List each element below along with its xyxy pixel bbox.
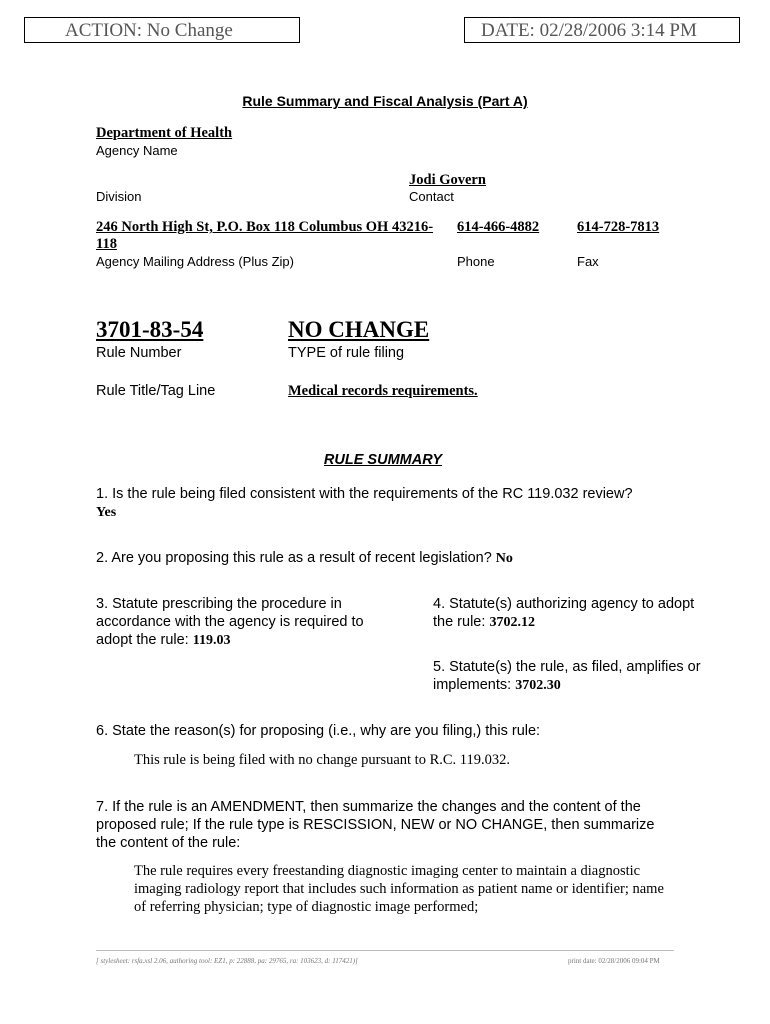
- question-6: 6. State the reason(s) for proposing (i.e., why are you filing,) this rule:: [96, 723, 541, 739]
- rule-title-value: Medical records requirements.: [288, 383, 478, 399]
- question-2-text: 2. Are you proposing this rule as a result of recent legislation?: [96, 550, 492, 566]
- page-title: Rule Summary and Fiscal Analysis (Part A): [242, 93, 528, 109]
- rule-type-label: TYPE of rule filing: [288, 345, 405, 361]
- answer-1: Yes: [96, 505, 117, 520]
- question-7: 7. If the rule is an AMENDMENT, then summarize the changes and the content of the proposed rule; If the rule type is RESCISSION, NEW or NO CHANGE, then summarize the content of the rule:: [96, 799, 655, 851]
- question-1-text: 1. Is the rule being filed consistent with the requirements of the RC 119.032 review?: [96, 486, 633, 502]
- question-3-text: 3. Statute prescribing the procedure in accordance with the agency is required to adopt the rule:: [96, 596, 364, 648]
- answer-2: No: [495, 551, 513, 566]
- address-value: 246 North High St, P.O. Box 118 Columbus OH 43216-118: [96, 219, 434, 252]
- rule-type-value: NO CHANGE: [288, 317, 430, 342]
- action-text: ACTION: No Change: [65, 20, 233, 41]
- agency-name-value: Department of Health: [96, 125, 233, 141]
- answer-3: 119.03: [192, 633, 231, 648]
- question-4-text: 4. Statute(s) authorizing agency to adopt the rule:: [433, 596, 695, 630]
- answer-7: The rule requires every freestanding diagnostic imaging center to maintain a diagnostic imaging radiology report that includes such information as patient name or identifier; name of referring physician; type of diagnostic image performed;: [134, 863, 664, 915]
- date-text: DATE: 02/28/2006 3:14 PM: [481, 20, 697, 41]
- question-5: [433, 658, 733, 695]
- action-box: [24, 17, 300, 43]
- agency-name-label: Agency Name: [96, 143, 178, 158]
- question-4: [433, 595, 703, 632]
- phone-value: 614-466-4882: [457, 219, 540, 235]
- date-box: [464, 17, 740, 43]
- phone-label: Phone: [457, 254, 495, 269]
- answer-5: 3702.30: [515, 678, 561, 693]
- rule-number-value: 3701-83-54: [96, 317, 204, 342]
- question-5-text: 5. Statute(s) the rule, as filed, amplifies or implements:: [433, 659, 701, 693]
- answer-6: This rule is being filed with no change pursuant to R.C. 119.032.: [134, 752, 511, 768]
- address-label: Agency Mailing Address (Plus Zip): [96, 254, 294, 269]
- rule-title-label: Rule Title/Tag Line: [96, 383, 216, 399]
- contact-value: Jodi Govern: [409, 172, 486, 188]
- question-1: [96, 485, 656, 522]
- footer-print-date: print date: 02/28/2006 09:04 PM: [568, 957, 660, 965]
- footer-divider: [96, 950, 674, 951]
- fax-value: 614-728-7813: [577, 219, 660, 235]
- answer-4: 3702.12: [489, 615, 535, 630]
- question-2: [96, 549, 696, 568]
- fax-label: Fax: [577, 254, 599, 269]
- rule-number-label: Rule Number: [96, 345, 182, 361]
- division-label: Division: [96, 189, 142, 204]
- contact-label: Contact: [409, 189, 454, 204]
- footer-stylesheet-info: [ stylesheet: rsfa.xsl 2.06, authoring tool: EZ1, p: 22888, pa: 29765, ra: 103623, d: 117421)]: [96, 957, 358, 965]
- rule-summary-heading: RULE SUMMARY: [323, 452, 443, 468]
- question-3: [96, 595, 396, 650]
